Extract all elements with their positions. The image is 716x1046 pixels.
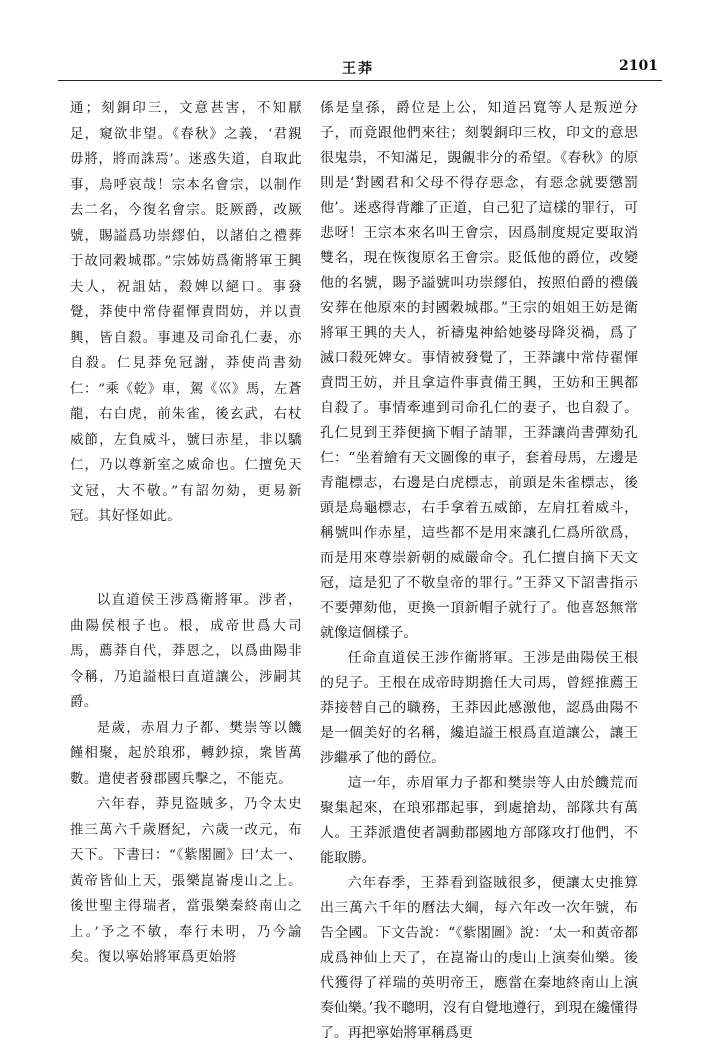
original-paragraph: 通；刻銅印三，文意甚害，不知厭足，窺欲非望。《春秋》之義，‘君親毋將，將而誅焉’。迷惑失道，自取此事，烏呼哀哉！宗本名會宗，以制作去二名，今復名會宗。貶厥爵，改厥號，賜謚爲功崇繆伯，以諸伯之禮葬于故同穀城郡。”宗姊妨爲衛將軍王興夫人，祝詛姑，殺婢以絕口。事發覺，莽使中常侍翟惲責問妨，并以責興，皆自殺。事連及司命孔仁妻，亦自殺。仁見莽免冠謝，莽使尚書劾仁：“乘《乾》車，駕《巛》馬，左蒼龍，右白虎，前朱雀，後玄武，右杖威節，左負威斗，號曰赤星，非以驕仁，乃以尊新室之威命也。仁擅免天文冠，大不敬。”有詔勿劾，更易新冠。其好怪如此。 <box>70 101 302 524</box>
running-header-title: 王莽 <box>342 61 374 77</box>
translation-paragraph: 任命直道侯王涉作衛將軍。王涉是曲陽侯王根的兒子。王根在成帝時期擔任大司馬，曾經推薦王莽接替自己的職務，王莽因此感激他，認爲曲陽不是一個美好的名稱，纔追謚王根爲直道讓公，讓王涉繼承了他的爵位。 <box>320 650 638 766</box>
original-paragraph: 是歲，赤眉力子都、樊崇等以饑饉相聚，起於琅邪，轉鈔掠，衆皆萬數。遣使者發郡國兵擊之，不能克。 <box>70 720 302 787</box>
page-number: 2101 <box>619 58 658 74</box>
original-paragraph: 以直道侯王涉爲衛將軍。涉者，曲陽侯根子也。根，成帝世爲大司馬，薦莽自代，莽恩之，以爲曲陽非令稱，乃追謚根曰直道讓公，涉嗣其爵。 <box>70 593 302 710</box>
header-rule <box>58 80 662 81</box>
original-text-block-1 <box>70 96 302 530</box>
translation-paragraph: 六年春季，王莽看到盜賊很多，便讓太史推算出三萬六千年的曆法大綱，每六年改一次年號，布告全國。下文告說：“《紫閣圖》說：‘太一和黃帝都成爲神仙上天了，在崑崙山的虔山上演奏仙樂。後代獲得了祥瑞的英明帝王，應當在秦地終南山上演奏仙樂。’我不聰明，沒有自覺地遵行，到現在纔懂得了。再把寧始將軍稱爲更 <box>320 875 638 1041</box>
translation-paragraph: 這一年，赤眉軍力子都和樊崇等人由於饑荒而聚集起來，在琅邪郡起事，到處搶劫，部隊共有萬人。王莽派遣使者調動郡國地方部隊攻打他們，不能取勝。 <box>320 775 638 866</box>
translation-column <box>320 96 638 1046</box>
translation-paragraph: 係是皇孫，爵位是上公，知道呂寬等人是叛逆分子，而竟跟他們來往；刻製銅印三枚，印文的意思很鬼祟，不知滿足，覬覦非分的希望。《春秋》的原則是‘對國君和父母不得存惡念，有惡念就要懲罰他’。迷惑得背離了正道，自己犯了這樣的罪行，可悲呀！王宗本來名叫王會宗，因爲制度規定要取消雙名，現在恢復原名王會宗。貶低他的爵位，改變他的名號，賜予謚號叫功崇繆伯，按照伯爵的禮儀安葬在他原來的封國穀城郡。”王宗的姐姐王妨是衛將軍王興的夫人，祈禱鬼神給她婆母降災禍，爲了滅口殺死婢女。事情被發覺了，王莽讓中常侍翟惲責問王妨，并且拿這件事責備王興，王妨和王興都自殺了。事情牽連到司命孔仁的妻子，也自殺了。孔仁見到王莽便摘下帽子請罪，王莽讓尚書彈劾孔仁：“坐着繪有天文圖像的車子，套着母馬，左邊是青龍標志，右邊是白虎標志，前頭是朱雀標志，後頭是烏龜標志，右手拿着五威節，左肩扛着威斗，稱號叫作赤星，這些都不是用來讓孔仁爲所欲爲，而是用來尊崇新朝的威嚴命令。孔仁擅自摘下天文冠，這是犯了不敬皇帝的罪行。”王莽又下詔書指示不要彈劾他，更換一頂新帽子就行了。他喜怒無常就像這個樣子。 <box>320 100 638 641</box>
original-paragraph: 六年春，莽見盜賊多，乃令太史推三萬六千歲曆紀，六歲一改元，布天下。下書曰：“《紫閣圖》曰‘太一、黃帝皆仙上天，張樂崑崙虔山之上。後世聖主得瑞者，當張樂秦終南山之上。’予之不敏，奉行未明，乃今諭矣。復以寧始將軍爲更始將 <box>70 797 302 965</box>
original-text-block-2 <box>70 588 302 971</box>
